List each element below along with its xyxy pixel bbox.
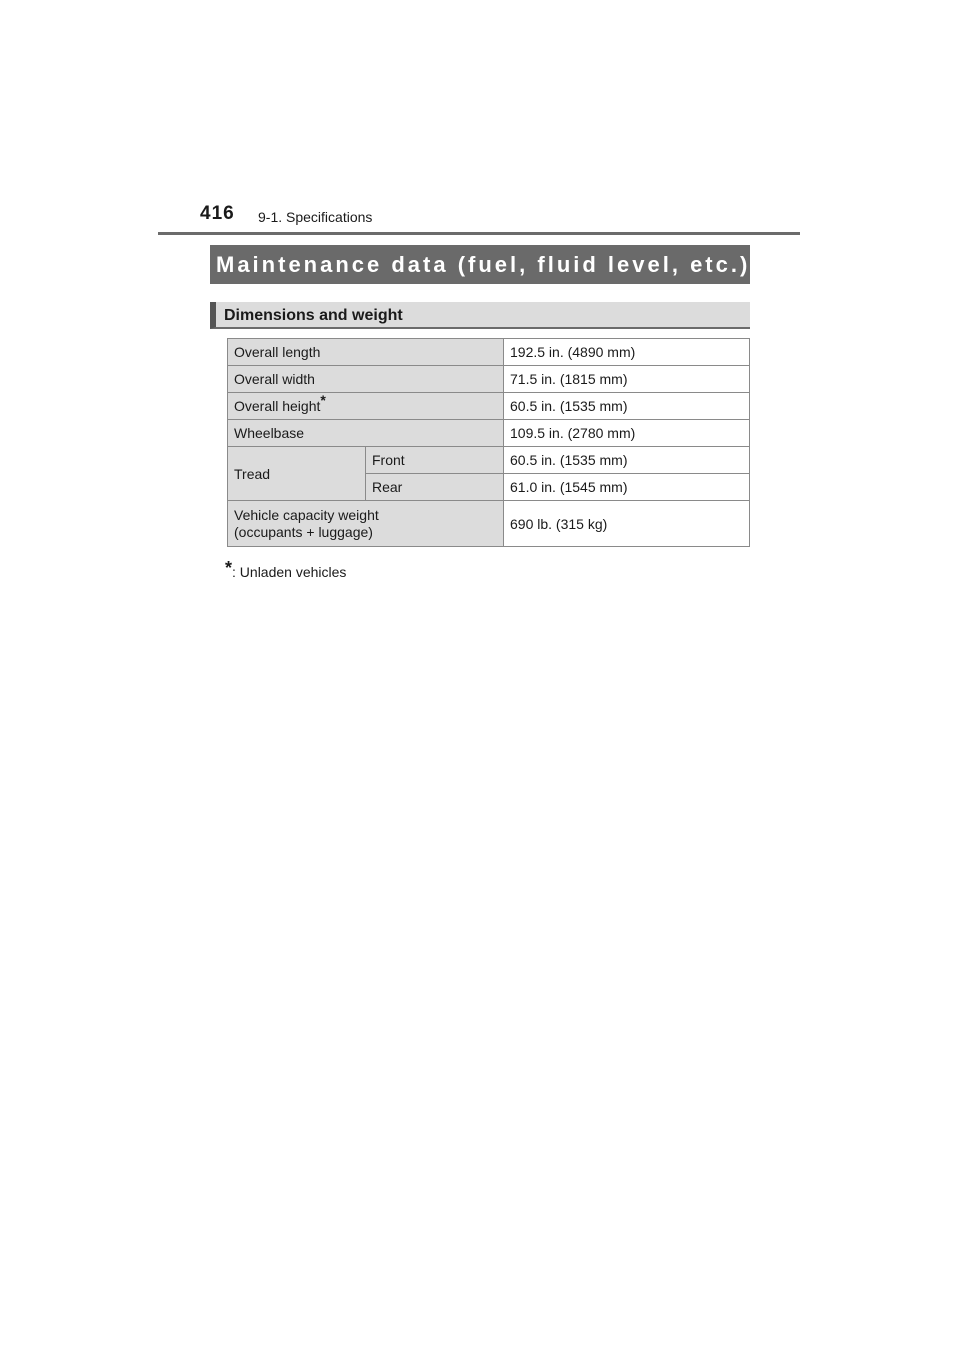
header-rule <box>158 232 800 235</box>
footnote-text: : Unladen vehicles <box>232 564 347 580</box>
table-row <box>228 420 750 447</box>
row-label-cell <box>228 393 504 420</box>
table-row <box>228 447 750 474</box>
row-label: Overall length <box>228 339 504 366</box>
row-label: Overall width <box>228 366 504 393</box>
footnote <box>225 558 347 582</box>
row-value: 60.5 in. (1535 mm) <box>504 447 750 474</box>
table-row <box>228 393 750 420</box>
row-label-line: (occupants + luggage) <box>234 523 373 540</box>
row-sublabel: Rear <box>366 474 504 501</box>
table-row <box>228 501 750 547</box>
footnote-mark: * <box>225 558 233 578</box>
table-row <box>228 339 750 366</box>
specifications-table <box>227 338 750 547</box>
row-label: Wheelbase <box>228 420 504 447</box>
row-label-line: Vehicle capacity weight <box>234 506 379 523</box>
row-value: 192.5 in. (4890 mm) <box>504 339 750 366</box>
row-value: 690 lb. (315 kg) <box>504 501 750 547</box>
footnote-mark: * <box>320 392 326 408</box>
page-number: 416 <box>200 203 235 224</box>
row-sublabel: Front <box>366 447 504 474</box>
row-label: Overall height <box>234 398 321 414</box>
main-title: Maintenance data (fuel, fluid level, etc.) <box>210 245 750 284</box>
row-value: 60.5 in. (1535 mm) <box>504 393 750 420</box>
row-value: 61.0 in. (1545 mm) <box>504 474 750 501</box>
table-row <box>228 366 750 393</box>
row-label-cell <box>228 501 504 547</box>
row-value: 109.5 in. (2780 mm) <box>504 420 750 447</box>
row-label: Tread <box>228 447 366 501</box>
row-value: 71.5 in. (1815 mm) <box>504 366 750 393</box>
sub-title: Dimensions and weight <box>210 302 750 329</box>
section-reference: 9-1. Specifications <box>258 209 373 225</box>
